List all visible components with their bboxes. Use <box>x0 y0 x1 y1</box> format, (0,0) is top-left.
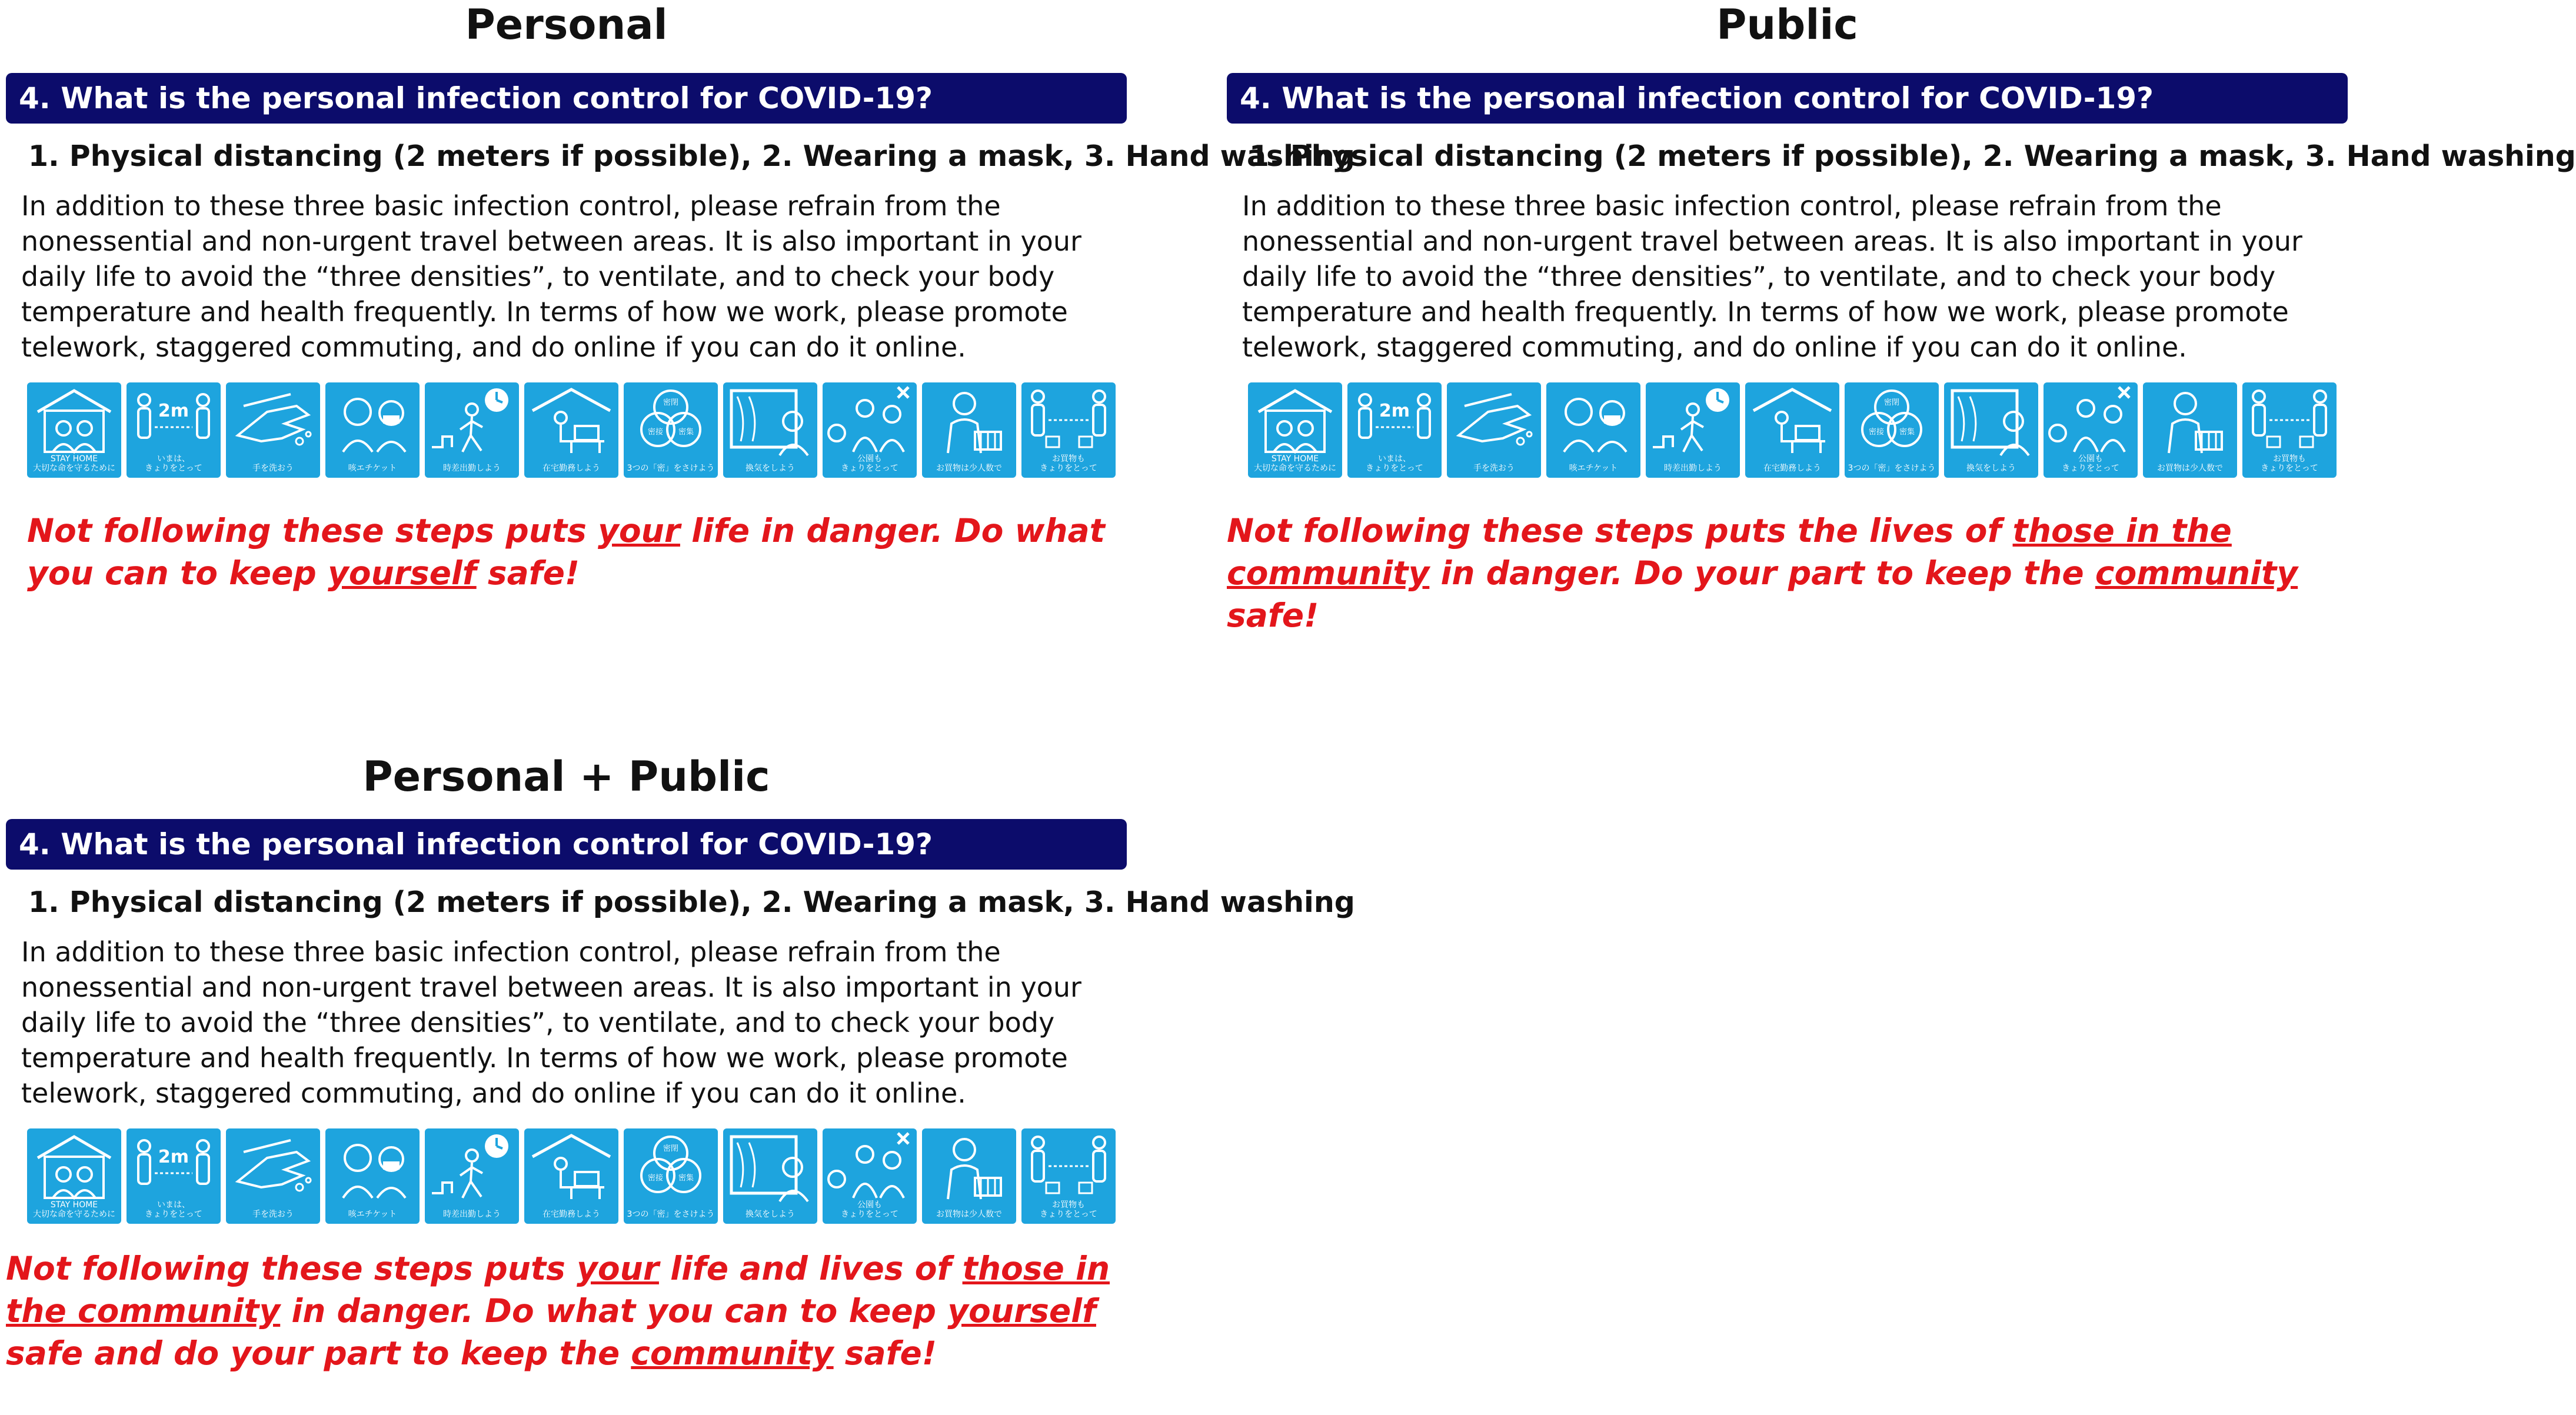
icon-caption: 手を洗おう <box>1473 464 1515 473</box>
svg-text:密集: 密集 <box>678 428 694 437</box>
staggered-commute-icon-graphic <box>425 1128 519 1201</box>
svg-text:密閉: 密閉 <box>663 1144 679 1153</box>
panel-public <box>1227 0 2576 637</box>
steps-heading: 1. Physical distancing (2 meters if possible), 2. Wearing a mask, 3. Hand washing <box>28 885 1355 919</box>
stay-home-icon <box>1248 382 1342 478</box>
cough-etiquette-icon-graphic <box>325 1128 420 1201</box>
warning-text: life in danger. Do what you can to keep <box>27 512 1105 592</box>
svg-text:密閉: 密閉 <box>1883 398 1900 407</box>
warning-emphasis: community <box>2095 554 2298 592</box>
warning-emphasis: yourself <box>947 1292 1096 1330</box>
staggered-commute-icon-graphic <box>425 382 519 455</box>
three-densities-icon-graphic <box>624 382 718 455</box>
svg-text:2m: 2m <box>158 401 189 421</box>
cough-etiquette-icon <box>325 382 420 478</box>
hand-washing-icon <box>226 382 320 478</box>
icon-caption: 公園も きょりをとって <box>2062 454 2119 473</box>
icon-caption: 時差出勤しよう <box>1664 464 1722 473</box>
icon-caption: STAY HOME 大切な命を守るために <box>33 1200 115 1219</box>
icon-caption: 時差出勤しよう <box>443 1210 501 1219</box>
telework-icon <box>524 1128 618 1224</box>
icon-caption: 在宅勤務しよう <box>543 1210 600 1219</box>
shopping-distance-icon <box>1021 382 1116 478</box>
icon-row <box>1248 382 2348 478</box>
shopping-few-people-icon-graphic <box>2143 382 2237 455</box>
stay-home-icon <box>27 382 121 478</box>
shopping-distance-icon <box>1021 1128 1116 1224</box>
warning-text: safe! <box>833 1334 937 1372</box>
icon-caption: お買物も きょりをとって <box>2261 454 2318 473</box>
three-densities-icon <box>1845 382 1939 478</box>
three-densities-icon <box>624 1128 718 1224</box>
stay-home-icon-graphic <box>1248 382 1342 455</box>
warning-text: safe! <box>476 554 580 592</box>
cough-etiquette-icon <box>1546 382 1640 478</box>
distance-icon <box>1347 382 1442 478</box>
icon-caption: 在宅勤務しよう <box>543 464 600 473</box>
warning-text: Not following these steps puts <box>27 512 598 550</box>
warning-message <box>1227 510 2371 637</box>
icon-caption: 3つの「密」をさけよう <box>627 464 715 473</box>
hand-washing-icon <box>1447 382 1541 478</box>
warning-text: in danger. Do your part to keep the <box>1429 554 2095 592</box>
shopping-distance-icon-graphic <box>1021 1128 1116 1201</box>
panel-personal <box>6 0 1355 594</box>
icon-caption: いまは、 きょりをとって <box>145 1200 202 1219</box>
park-distance-icon <box>823 1128 917 1224</box>
icon-caption: 手を洗おう <box>252 1210 294 1219</box>
icon-caption: いまは、 きょりをとって <box>145 454 202 473</box>
telework-icon <box>524 382 618 478</box>
park-distance-icon-graphic <box>823 382 917 455</box>
warning-message <box>6 1247 1147 1374</box>
cough-etiquette-icon <box>325 1128 420 1224</box>
warning-emphasis: those in the community <box>1227 512 2232 592</box>
warning-emphasis: your <box>577 1250 659 1287</box>
telework-icon-graphic <box>524 382 618 455</box>
icon-caption: 3つの「密」をさけよう <box>1848 464 1936 473</box>
three-densities-icon <box>624 382 718 478</box>
shopping-few-people-icon-graphic <box>922 382 1016 455</box>
staggered-commute-icon <box>1646 382 1740 478</box>
distance-icon-graphic <box>127 382 221 455</box>
stay-home-icon-graphic <box>27 382 121 455</box>
ventilation-icon-graphic <box>723 382 817 455</box>
telework-icon-graphic <box>1745 382 1839 455</box>
staggered-commute-icon <box>425 382 519 478</box>
warning-text: safe! <box>1227 597 1319 634</box>
three-densities-icon-graphic <box>1845 382 1939 455</box>
warning-text: Not following these steps puts <box>6 1250 577 1287</box>
hand-washing-icon-graphic <box>226 1128 320 1201</box>
body-paragraph: In addition to these three basic infection control, please refrain from the nonessential and non-urgent travel between areas. It is also important in your daily life to avoid the “three densities”, to ventilate, and to check your body temperature and health frequently. In terms of how we work, please promote telework, staggered commuting, and do online if you can do it online. <box>21 190 1081 363</box>
icon-caption: 換気をしよう <box>745 1210 795 1219</box>
stay-home-icon <box>27 1128 121 1224</box>
ventilation-icon <box>723 1128 817 1224</box>
shopping-few-people-icon <box>922 1128 1016 1224</box>
cough-etiquette-icon-graphic <box>1546 382 1640 455</box>
telework-icon <box>1745 382 1839 478</box>
icon-caption: お買物は少人数で <box>936 464 1002 473</box>
icon-caption: 公園も きょりをとって <box>841 454 898 473</box>
panel-title: Personal + Public <box>362 753 770 801</box>
warning-emphasis: community <box>631 1334 834 1372</box>
ventilation-icon <box>723 382 817 478</box>
icon-caption: 換気をしよう <box>745 464 795 473</box>
warning-emphasis: those in the community <box>6 1250 1110 1330</box>
park-distance-icon <box>823 382 917 478</box>
hand-washing-icon <box>226 1128 320 1224</box>
svg-text:密集: 密集 <box>1899 428 1915 437</box>
distance-icon-graphic <box>1347 382 1442 455</box>
svg-text:2m: 2m <box>1379 401 1410 421</box>
steps-heading: 1. Physical distancing (2 meters if possible), 2. Wearing a mask, 3. Hand washing <box>28 139 1355 173</box>
distance-icon <box>127 382 221 478</box>
icon-caption: 咳エチケット <box>1569 464 1618 473</box>
body-paragraph: In addition to these three basic infection control, please refrain from the nonessential and non-urgent travel between areas. It is also important in your daily life to avoid the “three densities”, to ventilate, and to check your body temperature and health frequently. In terms of how we work, please promote telework, staggered commuting, and do online if you can do it online. <box>21 936 1081 1109</box>
three-densities-icon-graphic <box>624 1128 718 1201</box>
icon-caption: お買物も きょりをとって <box>1040 1200 1097 1219</box>
shopping-distance-icon-graphic <box>2242 382 2337 455</box>
svg-text:密接: 密接 <box>1868 428 1885 437</box>
icon-caption: 公園も きょりをとって <box>841 1200 898 1219</box>
distance-icon <box>127 1128 221 1224</box>
warning-text: safe and do your part to keep the <box>6 1334 631 1372</box>
icon-caption: 咳エチケット <box>348 464 397 473</box>
icon-caption: STAY HOME 大切な命を守るために <box>33 454 115 473</box>
ventilation-icon-graphic <box>723 1128 817 1201</box>
cough-etiquette-icon-graphic <box>325 382 420 455</box>
body-paragraph: In addition to these three basic infection control, please refrain from the nonessential and non-urgent travel between areas. It is also important in your daily life to avoid the “three densities”, to ventilate, and to check your body temperature and health frequently. In terms of how we work, please promote telework, staggered commuting, and do online if you can do it online. <box>1242 190 2302 363</box>
steps-heading: 1. Physical distancing (2 meters if possible), 2. Wearing a mask, 3. Hand washing <box>1249 139 2576 173</box>
icon-caption: お買物は少人数で <box>2157 464 2223 473</box>
icon-caption: 3つの「密」をさけよう <box>627 1210 715 1219</box>
question-bar: 4. What is the personal infection control for COVID-19? <box>6 73 1127 124</box>
warning-message <box>27 510 1133 594</box>
shopping-distance-icon-graphic <box>1021 382 1116 455</box>
icon-caption: いまは、 きょりをとって <box>1366 454 1423 473</box>
hand-washing-icon-graphic <box>1447 382 1541 455</box>
panel-title: Personal <box>465 1 668 49</box>
icon-caption: STAY HOME 大切な命を守るために <box>1254 454 1336 473</box>
shopping-distance-icon <box>2242 382 2337 478</box>
svg-text:密集: 密集 <box>678 1174 694 1183</box>
ventilation-icon <box>1944 382 2038 478</box>
panel-personal-public <box>6 747 1355 1374</box>
shopping-few-people-icon <box>2143 382 2237 478</box>
telework-icon-graphic <box>524 1128 618 1201</box>
staggered-commute-icon <box>425 1128 519 1224</box>
park-distance-icon <box>2044 382 2138 478</box>
icon-row <box>27 382 1127 478</box>
icon-caption: お買物は少人数で <box>936 1210 1002 1219</box>
hand-washing-icon-graphic <box>226 382 320 455</box>
icon-caption: 手を洗おう <box>252 464 294 473</box>
question-bar: 4. What is the personal infection control for COVID-19? <box>6 819 1127 870</box>
stay-home-icon-graphic <box>27 1128 121 1201</box>
icon-caption: 換気をしよう <box>1966 464 2016 473</box>
icon-caption: お買物も きょりをとって <box>1040 454 1097 473</box>
warning-emphasis: your <box>598 512 680 550</box>
icon-caption: 在宅勤務しよう <box>1763 464 1821 473</box>
svg-text:密接: 密接 <box>647 1174 664 1183</box>
icon-caption: 咳エチケット <box>348 1210 397 1219</box>
shopping-few-people-icon-graphic <box>922 1128 1016 1201</box>
warning-text: in danger. Do what you can to keep <box>280 1292 948 1330</box>
distance-icon-graphic <box>127 1128 221 1201</box>
svg-text:2m: 2m <box>158 1147 189 1167</box>
staggered-commute-icon-graphic <box>1646 382 1740 455</box>
warning-emphasis: yourself <box>327 554 477 592</box>
warning-text: Not following these steps puts the lives of <box>1227 512 2013 550</box>
icon-caption: 時差出勤しよう <box>443 464 501 473</box>
question-bar: 4. What is the personal infection control for COVID-19? <box>1227 73 2348 124</box>
svg-text:密閉: 密閉 <box>663 398 679 407</box>
warning-text: life and lives of <box>658 1250 963 1287</box>
ventilation-icon-graphic <box>1944 382 2038 455</box>
svg-text:密接: 密接 <box>647 428 664 437</box>
icon-row <box>27 1128 1127 1224</box>
panel-title: Public <box>1716 1 1858 49</box>
park-distance-icon-graphic <box>2044 382 2138 455</box>
park-distance-icon-graphic <box>823 1128 917 1201</box>
shopping-few-people-icon <box>922 382 1016 478</box>
